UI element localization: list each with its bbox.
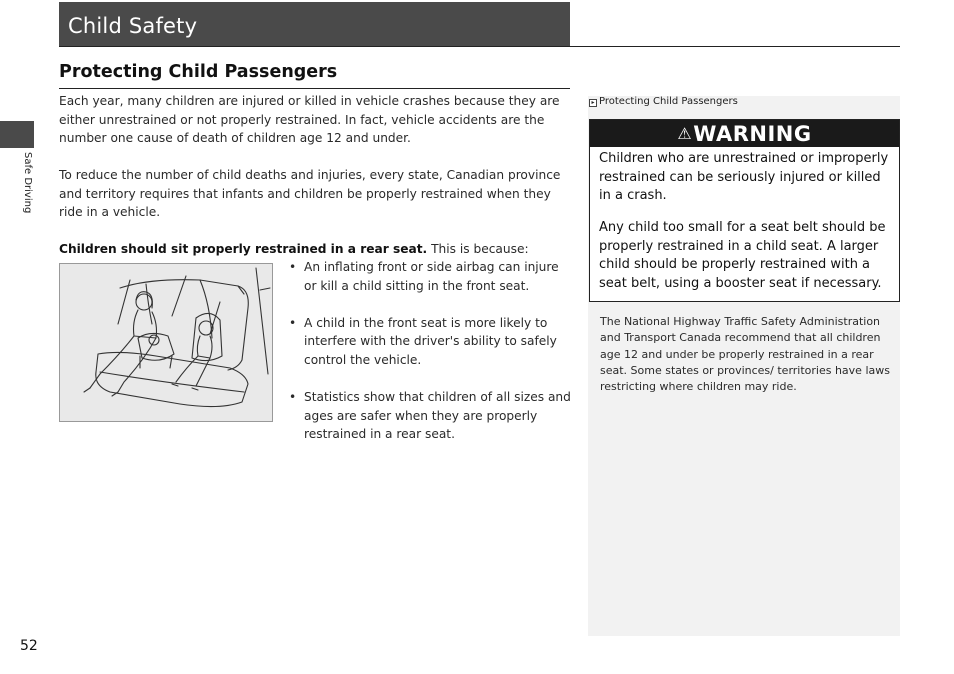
rear-seat-paragraph [59,240,571,259]
sidebar-reference-label: Protecting Child Passengers [599,96,738,107]
page-number: 52 [20,638,38,654]
title-rule [59,46,900,47]
warning-title: WARNING [693,122,812,146]
warning-triangle-icon: ⚠ [677,124,693,143]
warning-text-seat-size: Any child too small for a seat belt should be properly restrained in a child seat. A larger child should be properly restrained with a seat belt, using a booster seat if necessary. [599,220,886,291]
rear-seat-bold: Children should sit properly restrained in a rear seat. [59,242,428,256]
section-heading: Protecting Child Passengers [59,62,338,82]
rear-seat-drawing [60,264,272,421]
list-item: • Statistics show that children of all sizes and ages are safer when they are properly restrained in a rear seat. [288,388,572,444]
rear-seat-rest: This is because: [427,242,529,256]
reference-arrow-icon: ▸ [589,99,597,107]
section-rule [59,88,570,89]
list-item: • An inflating front or side airbag can injure or kill a child sitting in the front seat. [288,258,572,295]
warning-header [590,120,899,147]
section-tab-marker [0,121,34,148]
chapter-title-bar [59,2,570,46]
warning-text-unrestrained: Children who are unrestrained or improperly restrained can be seriously injured or killed in a crash. [599,151,889,204]
list-item: • A child in the front seat is more likely to interfere with the driver's ability to safely control the vehicle. [288,314,572,370]
intro-paragraph: Each year, many children are injured or killed in vehicle crashes because they are either unrestrained or not properly restrained. In fact, vehicle accidents are the number one cause of death of children age 12 and under. [59,94,560,146]
section-side-label: Safe Driving [22,152,33,214]
sidebar-reference[interactable] [589,96,738,108]
law-paragraph: To reduce the number of child deaths and injuries, every state, Canadian province and territory requires that infants and children be properly restrained when they ride in a vehicle. [59,168,561,220]
reasons-list [288,258,572,463]
chapter-title: Child Safety [68,14,198,38]
warning-box [589,119,900,302]
rear-seat-children-illustration [59,263,273,422]
sidebar-note: The National Highway Traffic Safety Administration and Transport Canada recommend that all children age 12 and under be properly restrained in a rear seat. Some states or provinces/ territories have laws restricting where children may ride. [600,315,890,394]
